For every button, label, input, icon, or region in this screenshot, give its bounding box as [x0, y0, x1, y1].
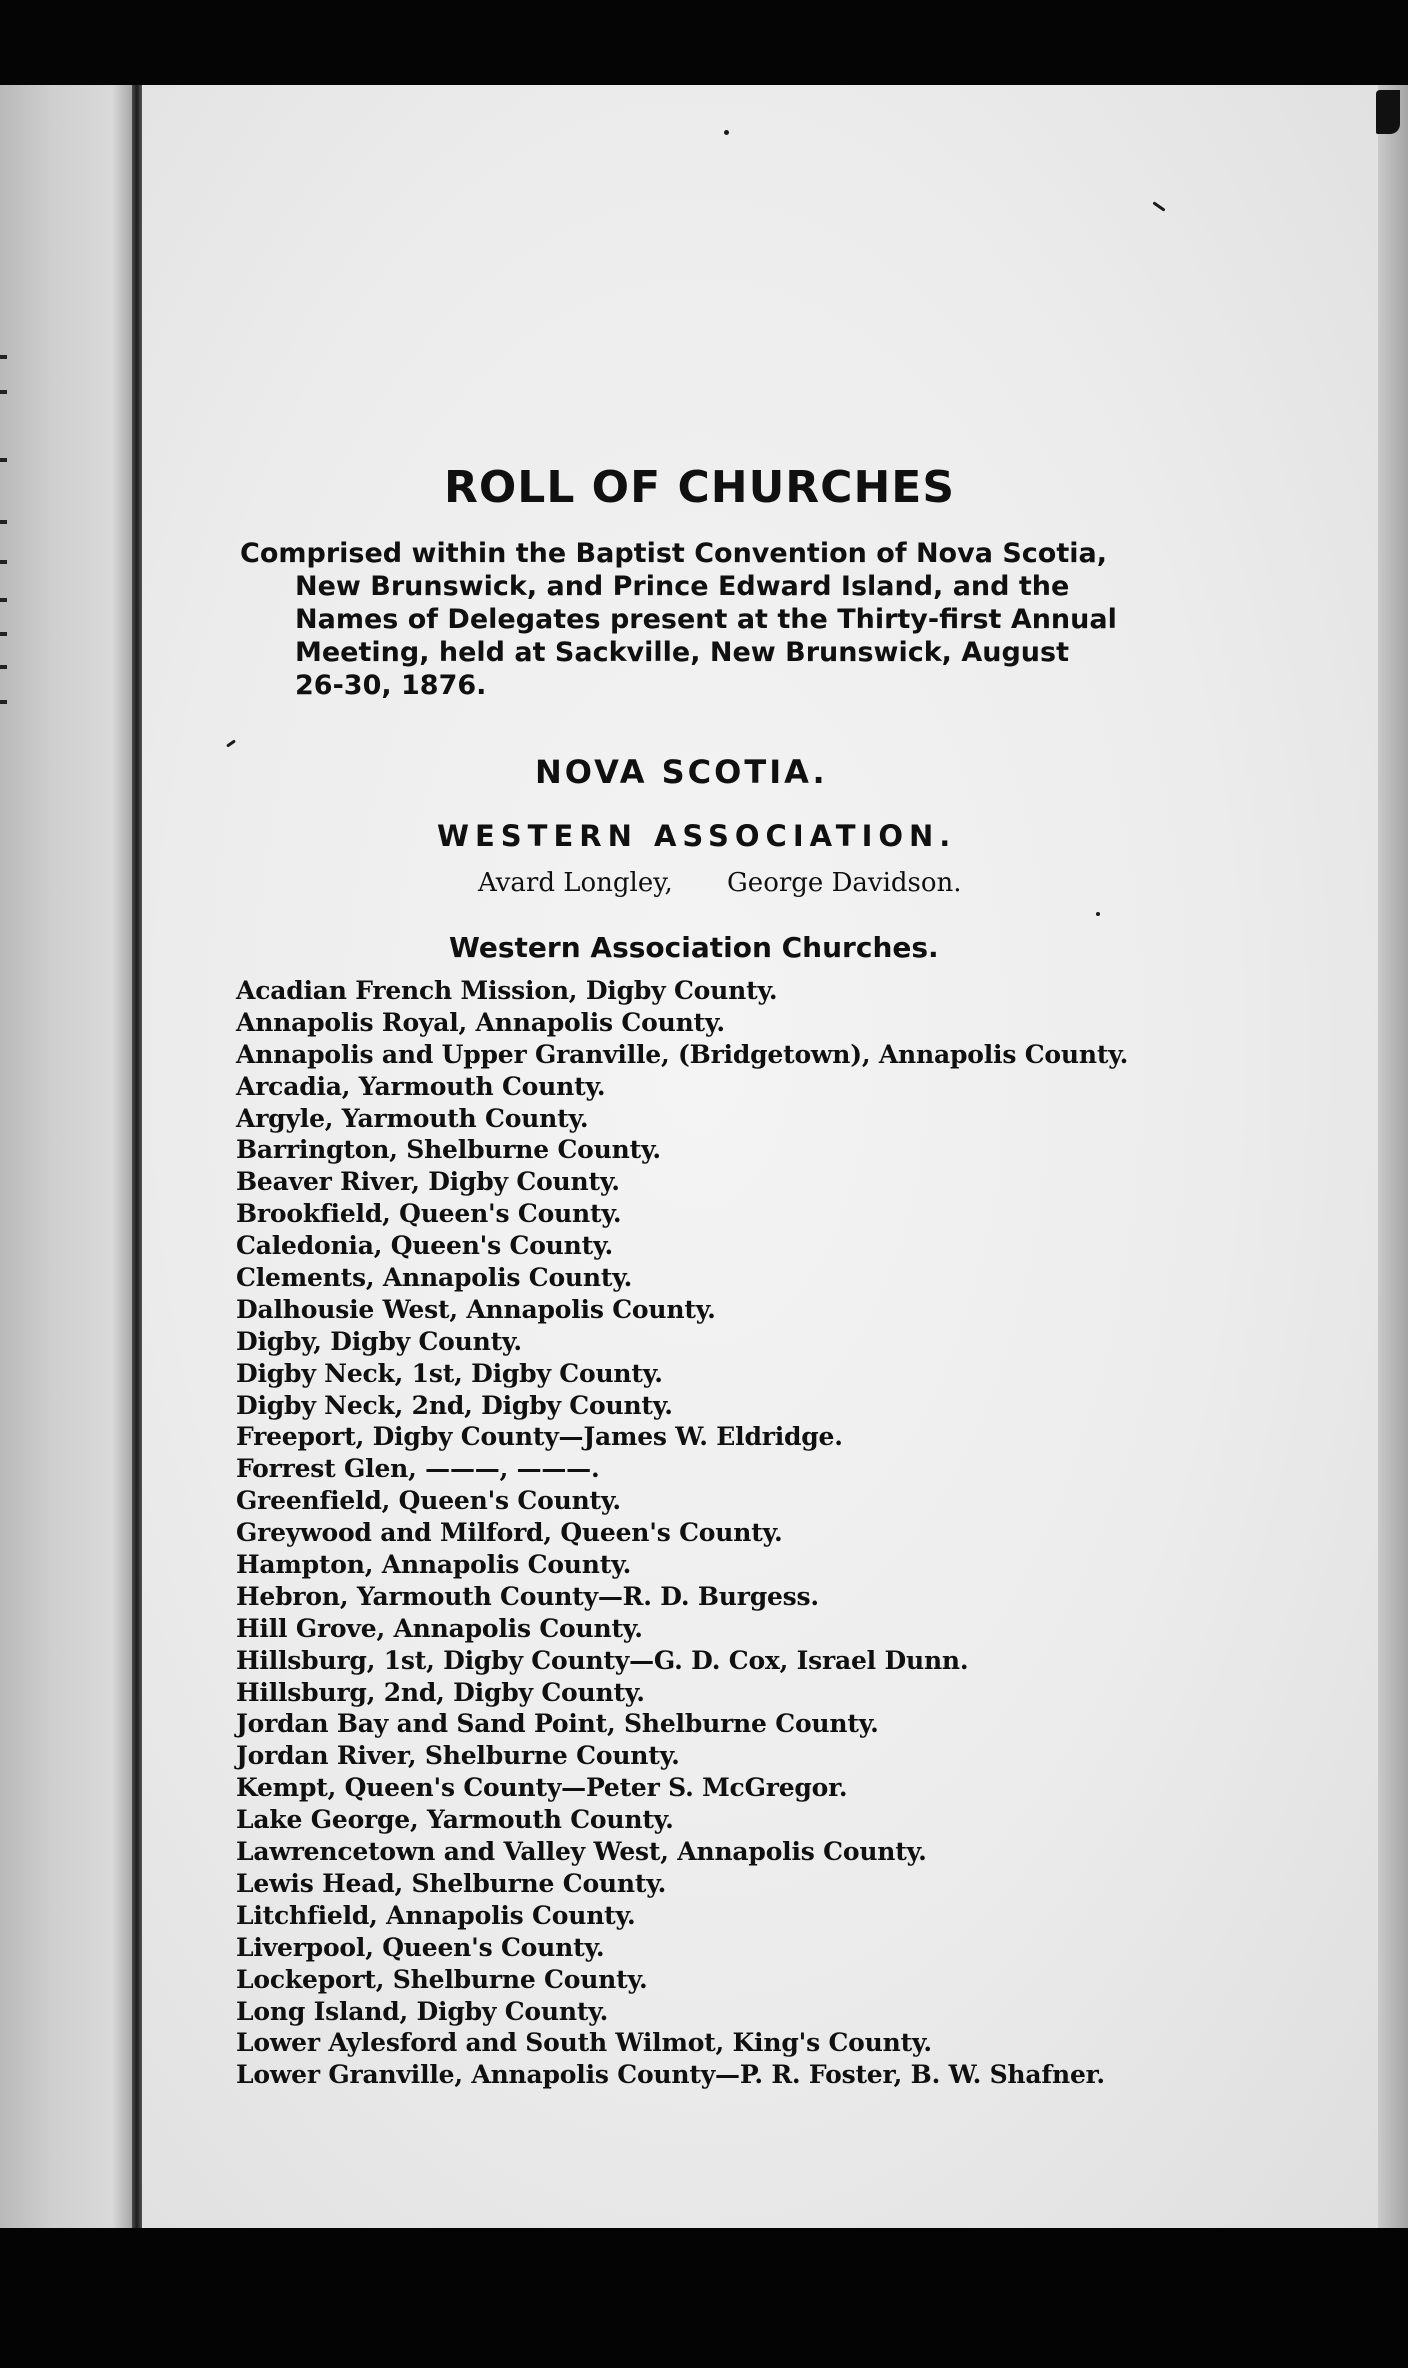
church-entry: Hillsburg, 2nd, Digby County. — [236, 1677, 645, 1707]
churches-heading: Western Association Churches. — [449, 931, 939, 964]
church-entry: Jordan Bay and Sand Point, Shelburne County. — [236, 1709, 879, 1739]
church-entry: Annapolis and Upper Granville, (Bridgetown), Annapolis County. — [236, 1039, 1129, 1069]
province-heading: NOVA SCOTIA. — [535, 753, 828, 791]
church-entry: Lower Granville, Annapolis County—P. R. Foster, B. W. Shafner. — [236, 2060, 1105, 2090]
church-entry: Acadian French Mission, Digby County. — [236, 976, 778, 1005]
church-entry: Forrest Glen, ———, ———. — [236, 1454, 600, 1484]
church-entry: Digby, Digby County. — [236, 1326, 522, 1356]
church-entry: Barrington, Shelburne County. — [236, 1135, 661, 1165]
church-entry: Annapolis Royal, Annapolis County. — [236, 1007, 725, 1037]
subtitle-line: New Brunswick, and Prince Edward Island, and the — [295, 571, 1070, 602]
church-entry: Hill Grove, Annapolis County. — [236, 1613, 643, 1643]
church-entry: Lawrencetown and Valley West, Annapolis County. — [236, 1837, 927, 1867]
officer-name: George Davidson. — [727, 868, 962, 898]
church-entry: Litchfield, Annapolis County. — [236, 1900, 636, 1930]
subtitle-line: Meeting, held at Sackville, New Brunswick, August — [295, 637, 1069, 668]
church-entry: Greenfield, Queen's County. — [236, 1486, 621, 1516]
church-entry: Hampton, Annapolis County. — [236, 1550, 632, 1580]
church-entry: Digby Neck, 2nd, Digby County. — [236, 1390, 673, 1420]
association-heading: WESTERN ASSOCIATION. — [437, 819, 957, 853]
church-entry: Lake George, Yarmouth County. — [236, 1805, 674, 1835]
page-title: ROLL OF CHURCHES — [444, 462, 956, 513]
church-entry: Dalhousie West, Annapolis County. — [236, 1294, 716, 1324]
church-entry: Beaver River, Digby County. — [236, 1167, 620, 1197]
church-entry: Argyle, Yarmouth County. — [236, 1103, 589, 1133]
church-entry: Long Island, Digby County. — [236, 1996, 609, 2026]
subtitle-line: Comprised within the Baptist Convention of Nova Scotia, — [240, 538, 1107, 569]
church-entry: Caledonia, Queen's County. — [236, 1231, 613, 1261]
church-entry: Freeport, Digby County—James W. Eldridge. — [236, 1422, 843, 1452]
church-entry: Kempt, Queen's County—Peter S. McGregor. — [236, 1773, 848, 1803]
church-entry: Hillsburg, 1st, Digby County—G. D. Cox, Israel Dunn. — [236, 1645, 969, 1675]
subtitle-line: Names of Delegates present at the Thirty-first Annual — [295, 604, 1117, 635]
church-entry: Liverpool, Queen's County. — [236, 1932, 605, 1962]
subtitle-line: 26-30, 1876. — [295, 670, 487, 701]
church-entry: Jordan River, Shelburne County. — [236, 1741, 680, 1771]
church-entry: Digby Neck, 1st, Digby County. — [236, 1358, 663, 1388]
church-entry: Lockeport, Shelburne County. — [236, 1964, 648, 1994]
officer-name: Avard Longley, — [478, 868, 673, 898]
church-entry: Brookfield, Queen's County. — [236, 1199, 622, 1229]
church-entry: Hebron, Yarmouth County—R. D. Burgess. — [236, 1581, 819, 1611]
church-entry: Lower Aylesford and South Wilmot, King's County. — [236, 2028, 932, 2058]
church-entry: Lewis Head, Shelburne County. — [236, 1868, 667, 1898]
association-officers — [478, 866, 962, 900]
church-entry: Clements, Annapolis County. — [236, 1263, 633, 1293]
church-list — [236, 975, 1128, 2091]
page-subtitle — [240, 537, 1240, 702]
church-entry: Greywood and Milford, Queen's County. — [236, 1518, 783, 1548]
church-entry: Arcadia, Yarmouth County. — [236, 1071, 606, 1101]
